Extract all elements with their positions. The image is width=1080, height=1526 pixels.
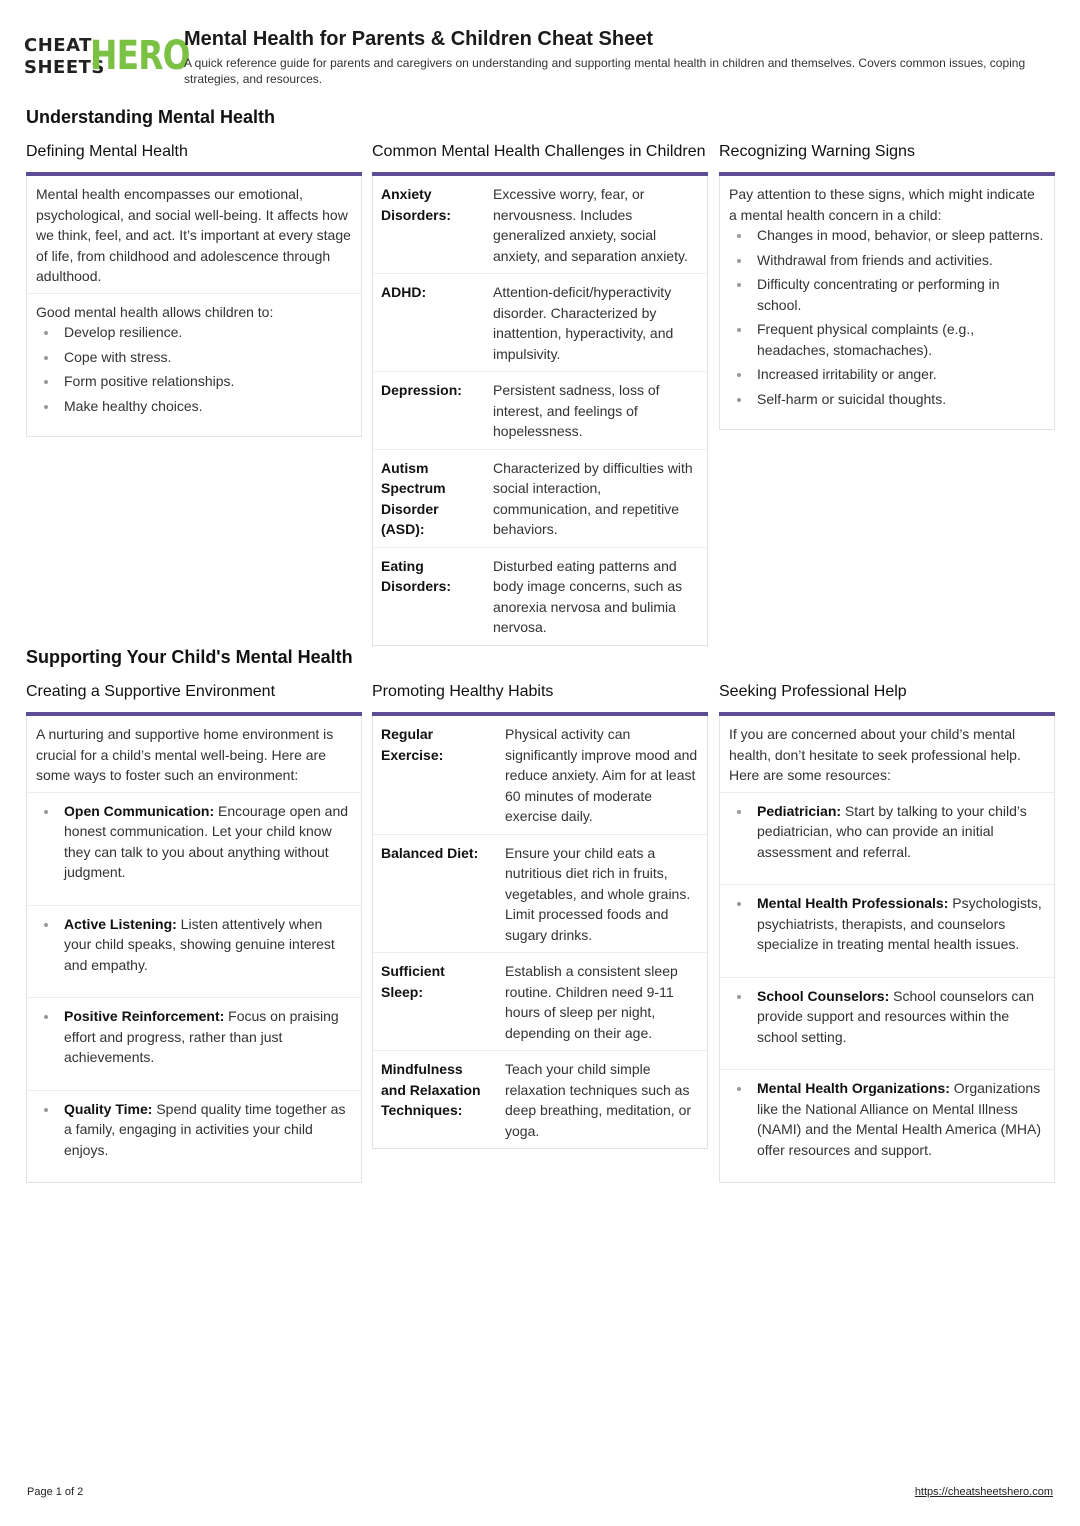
row-term: Depression: — [373, 372, 485, 450]
row-desc: Physical activity can significantly improve mood and reduce anxiety. Aim for at least 60 minutes of moderate exercise daily. — [497, 716, 707, 834]
item-text: Focus on praising effort and progress, rather than just achievements. — [64, 1008, 339, 1065]
row-desc: Teach your child simple relaxation techniques such as deep breathing, meditation, or yoga. — [505, 1061, 692, 1139]
row-term: Mindfulness and Relaxation Techniques: — [381, 1061, 481, 1118]
table-row — [373, 547, 707, 645]
row-desc: Establish a consistent sleep routine. Children need 9-11 hours of sleep per night, depending on their age. — [497, 953, 707, 1051]
page-title: Mental Health for Parents & Children Cheat Sheet — [184, 28, 653, 50]
table-row — [373, 1051, 707, 1149]
item-text: Encourage open and honest communication. Let your child know they can talk to you about anything without judgment. — [64, 802, 349, 880]
table-row — [373, 953, 707, 1051]
row-term: Anxiety Disorders: — [373, 176, 485, 274]
card-heading: Creating a Supportive Environment — [26, 680, 362, 716]
row-term: ADHD: — [373, 274, 485, 372]
warning-intro: Pay attention to these signs, which might indicate a mental health concern in a child: — [729, 186, 1035, 223]
defining-list — [36, 322, 352, 416]
table-row — [373, 449, 707, 547]
site-link[interactable]: https://cheatsheetshero.com — [914, 1486, 1053, 1498]
card-warning-signs — [719, 140, 1055, 430]
item-text: Listen attentively when your child speaks, showing genuine interest and empathy. — [64, 915, 335, 973]
list-item — [27, 1091, 361, 1183]
card-heading: Promoting Healthy Habits — [372, 680, 708, 716]
item-text: Organizations like the National Alliance on Mental Illness (NAMI) and the Mental Health America (MHA) offer resources and support. — [757, 1080, 1041, 1158]
item-term: School Counselors: — [757, 987, 890, 1004]
row-term: Sufficient Sleep: — [373, 953, 497, 1051]
list-item — [720, 1070, 1054, 1182]
card-intro-cell — [720, 716, 1054, 793]
item-term: Open Communication: — [64, 802, 215, 819]
item-term: Positive Reinforcement: — [64, 1008, 225, 1024]
card-healthy-habits — [372, 680, 708, 1149]
page-subtitle: A quick reference guide for parents and caregivers on understanding and supporting mental health in children and themselves. Covers common issues, coping strategies, and resources. — [184, 56, 1026, 86]
row-term: Balanced Diet: — [373, 834, 497, 953]
table-row — [373, 176, 707, 274]
row-desc: Attention-deficit/hyperactivity disorder. Characterized by inattention, hyperactivity, and impulsivity. — [485, 274, 707, 372]
card-list-cell — [27, 294, 361, 437]
row-term: Autism Spectrum Disorder (ASD): — [373, 449, 485, 547]
list-item: Difficulty concentrating or performing in school. — [729, 274, 1045, 315]
defining-lead: Good mental health allows children to: — [36, 303, 274, 320]
list-item: Changes in mood, behavior, or sleep patterns. — [729, 225, 1045, 246]
item-text: Start by talking to your child’s pediatrician, who can provide an initial assessment and referral. — [757, 802, 1027, 860]
defining-intro: Mental health encompasses our emotional, psychological, and social well-being. It affects how we think, feel, and act. It’s important at every stage of life, from childhood and adolescence through adulthood. — [36, 186, 351, 284]
list-item: Cope with stress. — [36, 347, 352, 368]
list-item — [27, 998, 361, 1091]
logo — [24, 33, 190, 80]
card-heading: Defining Mental Health — [26, 140, 362, 176]
row-term: Regular Exercise: — [373, 716, 497, 834]
row-desc: Ensure your child eats a nutritious diet rich in fruits, vegetables, and whole grains. Limit processed foods and sugary drinks. — [497, 834, 707, 953]
list-item: Form positive relationships. — [36, 371, 352, 392]
habits-table — [373, 716, 707, 1148]
table-row — [373, 372, 707, 450]
warning-list — [729, 225, 1045, 409]
list-item: Self-harm or suicidal thoughts. — [729, 389, 1045, 410]
list-item — [720, 885, 1054, 978]
table-row — [373, 834, 707, 953]
card-supportive-environment — [26, 680, 362, 1183]
section-title-supporting: Supporting Your Child's Mental Health — [26, 647, 353, 667]
list-item: Develop resilience. — [36, 322, 352, 343]
card-heading: Seeking Professional Help — [719, 680, 1055, 716]
row-desc: Characterized by difficulties with social interaction, communication, and repetitive behaviors. — [485, 449, 707, 547]
page-number: Page 1 of 2 — [27, 1486, 84, 1498]
list-item — [720, 978, 1054, 1071]
row-desc: Disturbed eating patterns and body image concerns, such as anorexia nervosa and bulimia nervosa. — [493, 557, 683, 635]
row-desc: Persistent sadness, loss of interest, and feelings of hopelessness. — [485, 372, 707, 450]
card-heading: Common Mental Health Challenges in Children — [372, 140, 708, 176]
card-intro-cell — [27, 176, 361, 294]
item-text: Psychologists, psychiatrists, therapists, and counselors specialize in treating mental health issues. — [757, 895, 1042, 952]
challenges-table — [373, 176, 707, 645]
list-item: Increased irritability or anger. — [729, 364, 1045, 385]
row-desc: Excessive worry, fear, or nervousness. Includes generalized anxiety, social anxiety, and separation anxiety. — [485, 176, 707, 274]
item-text: Spend quality time together as a family, engaging in activities your child enjoys. — [64, 1100, 346, 1158]
table-row — [373, 274, 707, 372]
card-common-challenges — [372, 140, 708, 646]
row-term: Eating Disorders: — [381, 557, 452, 594]
card-list-cell — [720, 176, 1054, 429]
list-item: Withdrawal from friends and activities. — [729, 250, 1045, 271]
list-item: Frequent physical complaints (e.g., headaches, stomachaches). — [729, 319, 1045, 360]
list-item — [27, 906, 361, 999]
card-defining-mental-health — [26, 140, 362, 437]
item-term: Mental Health Professionals: — [757, 895, 949, 911]
card-heading: Recognizing Warning Signs — [719, 140, 1055, 176]
list-item — [27, 793, 361, 906]
logo-text-hero: HERO — [90, 33, 190, 79]
logo-text-cheat: CHEAT — [24, 35, 92, 56]
item-term: Mental Health Organizations: — [757, 1080, 950, 1096]
card-professional-help — [719, 680, 1055, 1183]
environment-intro: A nurturing and supportive home environment is crucial for a child’s mental well-being. Here are some ways to foster such an environment: — [36, 726, 334, 783]
section-title-understanding: Understanding Mental Health — [26, 107, 276, 127]
logo-text-sheets: SHEETS — [24, 57, 105, 78]
item-term: Pediatrician: — [757, 802, 842, 819]
item-term: Active Listening: — [64, 915, 177, 932]
list-item: Make healthy choices. — [36, 396, 352, 417]
item-term: Quality Time: — [64, 1100, 153, 1117]
item-text: School counselors can provide support and resources within the school setting. — [757, 987, 1034, 1045]
list-item — [720, 793, 1054, 886]
card-intro-cell — [27, 716, 361, 793]
help-intro: If you are concerned about your child’s mental health, don’t hesitate to seek professional help. Here are some resources: — [729, 726, 1021, 783]
table-row — [373, 716, 707, 834]
